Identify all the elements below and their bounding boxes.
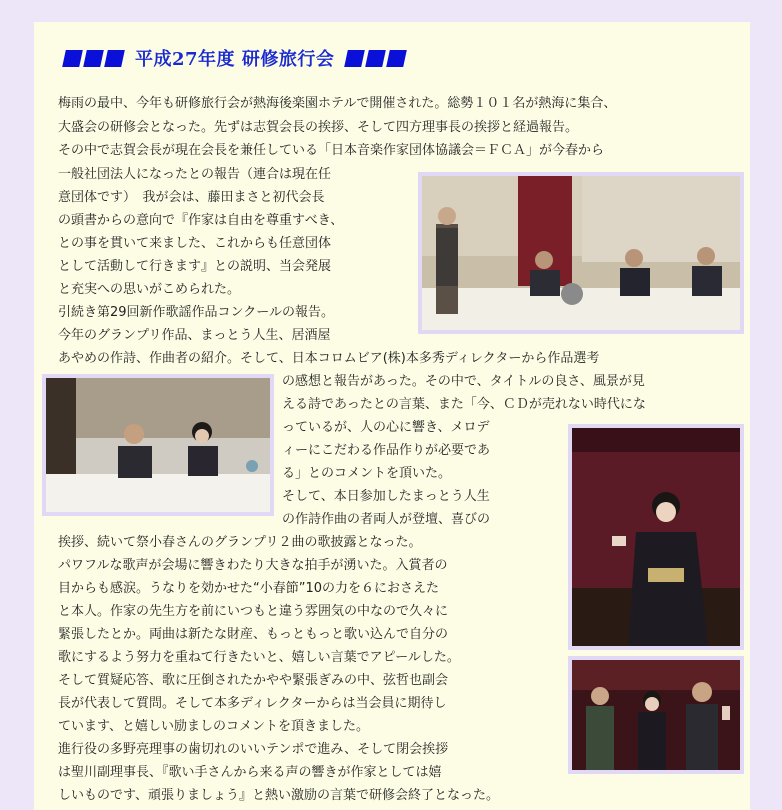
body-line: ています、と嬉しい励ましのコメントを頂きました。 — [58, 719, 369, 734]
body-line: 歌にするよう努力を重ねて行きたいと、嬉しい言葉でアピールした。 — [58, 650, 460, 665]
square-icon — [104, 50, 125, 67]
title-left-squares — [64, 50, 127, 67]
article-title: 平成27年度 研修旅行会 — [135, 49, 335, 70]
body-line: 挨拶、続いて祭小春さんのグランプリ２曲の歌披露となった。 — [58, 535, 422, 550]
body-line: パワフルな歌声が会場に響きわたり大きな拍手が湧いた。入賞者の — [58, 558, 448, 573]
body-line: る」とのコメントを頂いた。 — [282, 466, 452, 481]
body-line: そして、本日参加したまっとう人生 — [282, 489, 490, 504]
square-icon — [83, 50, 104, 67]
square-icon — [62, 50, 83, 67]
body-line: その中で志賀会長が現在会長を兼任している「日本音楽作家団体協議会＝ＦＣＡ」が今春から — [58, 143, 605, 158]
article-header — [64, 44, 409, 72]
body-line: の頭書からの意向で『作家は自由を尊重すべき、 — [58, 213, 344, 228]
body-line: そして質疑応答、歌に圧倒されたかやや緊張ぎみの中、弦哲也副会 — [58, 673, 449, 688]
body-line: 意団体です） 我が会は、藤田まさと初代会長 — [58, 190, 325, 205]
body-line: 大盛会の研修会となった。先ずは志賀会長の挨拶、そして四方理事長の挨拶と経過報告。 — [58, 120, 579, 135]
body-line: 梅雨の最中、今年も研修旅行会が熱海後楽園ホテルで開催された。総勢１０１名が熱海に集合、 — [58, 96, 617, 111]
body-line: 引続き第29回新作歌謡作品コンクールの報告。 — [58, 305, 335, 320]
body-line: 進行役の多野亮理事の歯切れのいいテンポで進み、そして閉会挨拶 — [58, 742, 449, 757]
body-line: 目からも感涙。うなりを効かせた“小春節”10の力を６におさえた — [58, 581, 440, 596]
body-line: 今年のグランプリ作品、まっとう人生、居酒屋 — [58, 328, 331, 343]
body-line: える詩であったとの言葉、また「今、ＣＤが売れない時代にな — [282, 397, 646, 412]
body-line: ィーにこだわる作品作りが必要であ — [282, 443, 491, 458]
body-line: の感想と報告があった。その中で、タイトルの良さ、風景が見 — [282, 374, 645, 389]
photo-seated — [42, 374, 274, 516]
photo-meeting — [418, 172, 744, 334]
photo-singer — [568, 424, 744, 650]
square-icon — [366, 50, 387, 67]
body-line: と充実への思いがこめられた。 — [58, 282, 241, 297]
body-line: と本人。作家の先生方を前にいつもと違う雰囲気の中なので久々に — [58, 604, 449, 619]
photo-group — [568, 656, 744, 774]
body-line: 一般社団法人になったとの報告（連合は現在任 — [58, 167, 332, 182]
body-line: っているが、人の心に響き、メロデ — [282, 420, 490, 435]
body-line: との事を貫いて来ました、これからも任意団体 — [58, 236, 332, 251]
body-line: の作詩作曲の者両人が登壇、喜びの — [282, 512, 491, 527]
square-icon — [387, 50, 408, 67]
body-line: しいものです、頑張りましょう』と熱い激励の言葉で研修会終了となった。 — [58, 788, 499, 803]
body-line: 緊張したとか。両曲は新たな財産、もっともっと歌い込んで自分の — [58, 627, 449, 642]
body-line: 長が代表して質問。そして本多ディレクターからは当会員に期待し — [58, 696, 447, 711]
body-line: あやめの作詩、作曲者の紹介。そして、日本コロムビア(株)本多秀ディレクターから作品選考 — [58, 351, 600, 366]
body-line: は聖川副理事長、『歌い手さんから来る声の響きが作家としては嬉 — [58, 765, 442, 780]
square-icon — [345, 50, 366, 67]
body-line: として活動して行きます』との説明、当会発展 — [58, 259, 332, 274]
title-right-squares — [346, 50, 409, 67]
